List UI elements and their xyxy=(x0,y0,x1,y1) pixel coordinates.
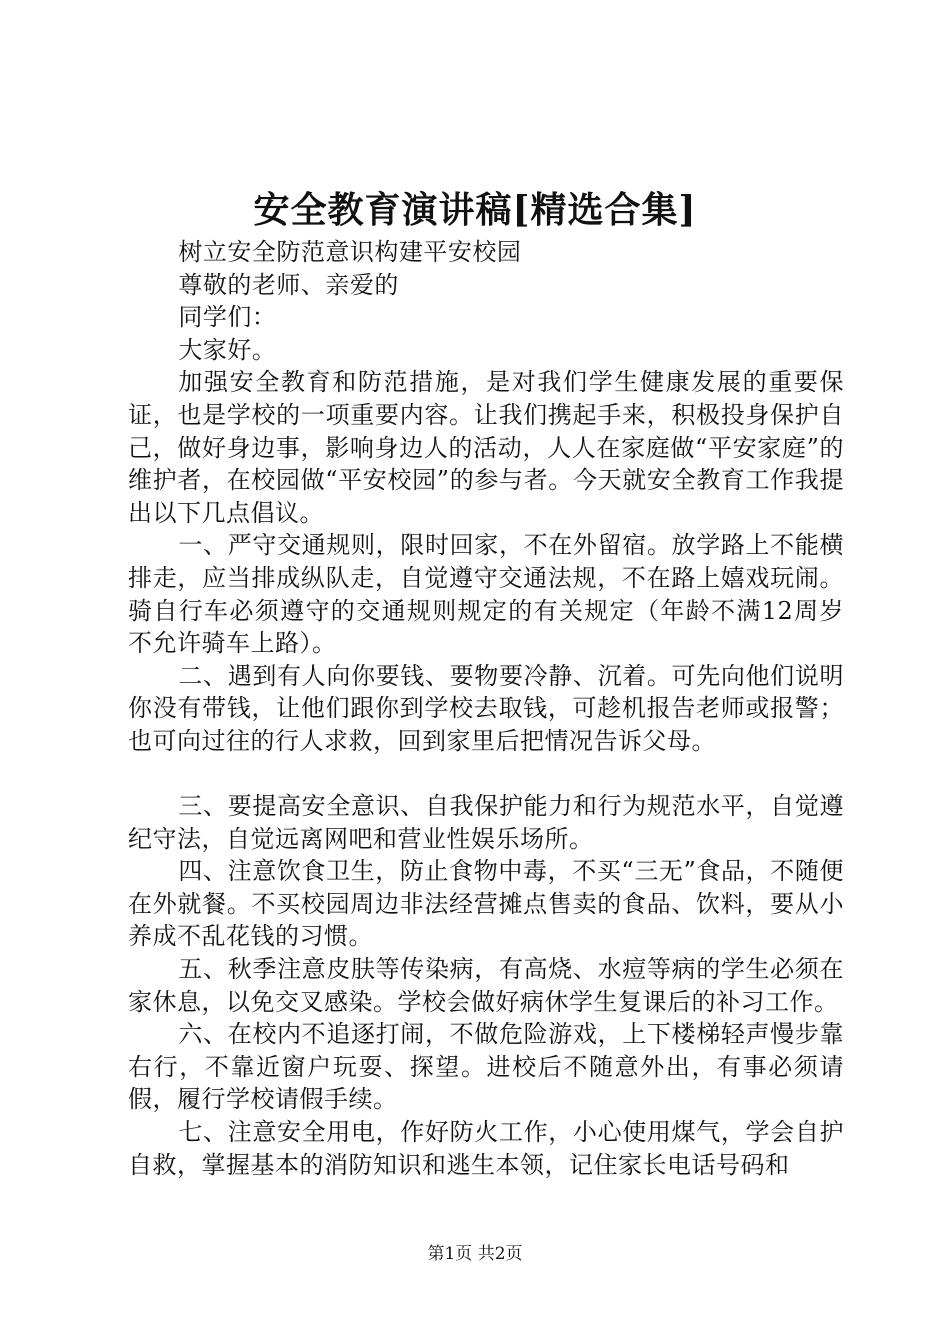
paragraph-salutation-cont: 同学们： xyxy=(178,303,277,332)
paragraph-item-5: 五、秋季注意皮肤等传染病，有高烧、水痘等病的学生必须在家休息，以免交叉感染。学校会做好病休学生复课后的补习工作。 xyxy=(128,955,844,1016)
paragraph-item-2: 二、遇到有人向你要钱、要物要冷静、沉着。可先向他们说明你没有带钱，让他们跟你到学校去取钱，可趁机报告老师或报警；也可向过往的行人求救，回到家里后把情况告诉父母。 xyxy=(128,661,844,755)
paragraph-greeting: 大家好。 xyxy=(178,335,277,364)
paragraph-item-1: 一、严守交通规则，限时回家，不在外留宿。放学路上不能横排走，应当排成纵队走，自觉遵守交通法规，不在路上嬉戏玩闹。骑自行车必须遵守的交通规则规定的有关规定（年龄不满12周岁不允许骑车上路）。 xyxy=(128,531,844,658)
paragraph-spacer xyxy=(128,758,844,791)
paragraph-item-3: 三、要提高安全意识、自我保护能力和行为规范水平，自觉遵纪守法，自觉远离网吧和营业性娱乐场所。 xyxy=(128,792,844,853)
document-title: 安全教育演讲稿[精选合集] xyxy=(253,189,697,231)
paragraph-item-7: 七、注意安全用电，作好防火工作，小心使用煤气，学会自护自救，掌握基本的消防知识和逃生本领，记住家长电话号码和 xyxy=(128,1118,844,1179)
paragraph-intro: 加强安全教育和防范措施，是对我们学生健康发展的重要保证，也是学校的一项重要内容。让我们携起手来，积极投身保护自己，做好身边事，影响身边人的活动，人人在家庭做“平安家庭”的维护者，在校园做“平安校园”的参与者。今天就安全教育工作我提出以下几点倡议。 xyxy=(128,368,844,527)
paragraph-subtitle: 树立安全防范意识构建平安校园 xyxy=(178,238,522,266)
paragraph-item-4: 四、注意饮食卫生，防止食物中毒，不买“三无”食品，不随便在外就餐。不买校园周边非法经营摊点售卖的食品、饮料，要从小养成不乱花钱的习惯。 xyxy=(128,857,844,951)
page-footer: 第1页 共2页 xyxy=(427,1244,523,1264)
paragraph-salutation: 尊敬的老师、亲爱的 xyxy=(178,270,399,299)
paragraph-item-6: 六、在校内不追逐打闹，不做危险游戏，上下楼梯轻声慢步靠右行，不靠近窗户玩耍、探望。进校后不随意外出，有事必须请假，履行学校请假手续。 xyxy=(128,1020,844,1114)
document-body xyxy=(128,236,844,1181)
